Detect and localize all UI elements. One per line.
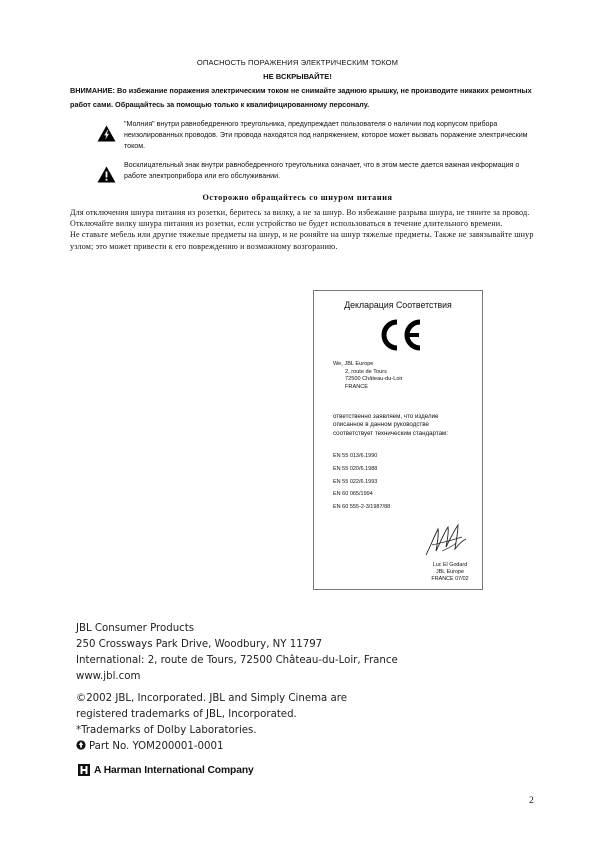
company-line: International: 2, route de Tours, 72500 Château-du-Loir, France <box>76 655 398 666</box>
danger-title: ОПАСНОСТЬ ПОРАЖЕНИЯ ЭЛЕКТРИЧЕСКИМ ТОКОМ <box>196 58 399 67</box>
signer-company: JBL Europe <box>436 569 464 576</box>
standard-item: EN 55 013/6.1990 <box>333 453 378 459</box>
page-number: 2 <box>529 796 534 806</box>
signer-name: Luc El Godard <box>432 562 468 568</box>
trademark-line: *Trademarks of Dolby Laboratories. <box>76 725 257 736</box>
do-not-open-heading: НЕ ВСКРЫВАЙТЕ! <box>263 72 332 81</box>
signer-date: FRANCE 07/02 <box>431 576 469 583</box>
company-website: www.jbl.com <box>76 671 141 682</box>
address-line: FRANCE <box>345 383 368 390</box>
warning-text: ВНИМАНИЕ: Во избежание поражения электрическим током не снимайте заднюю крышку, не производите никаких ремонтных работ сами. Обращайтесь за помощью только к квалифицированному персоналу. <box>70 86 532 109</box>
power-cord-instructions <box>70 207 540 252</box>
power-cord-paragraph: Для отключения шнура питания из розетки, беритесь за вилку, а не за шнур. Во избежание разрыва шнура, не тяните за провод. <box>70 208 530 217</box>
exclamation-symbol-explanation: Восклицательный знак внутри равнобедренного треугольника означает, что в этом месте дается важная информация о работе электроприбора или его обслуживании. <box>124 161 520 180</box>
signature-image <box>422 521 472 561</box>
signer-info <box>419 562 481 584</box>
standard-item: EN 55 020/6.1988 <box>333 465 378 472</box>
part-number-line <box>76 739 347 755</box>
lightning-symbol-explanation: "Молния" внутри равнобедренного треугольника, предупреждает пользователя о наличии под корпусом прибора неизолированных проводов. Эти провода находятся под напряжением, которое может вызвать поражение электрическим током. <box>124 120 528 150</box>
address-line: 72500 Château-du-Loir <box>345 376 403 383</box>
recycle-icon <box>76 740 86 750</box>
declaration-statement <box>333 413 448 438</box>
exclamation-warning-icon <box>97 166 116 183</box>
declaration-company: We, JBL Europe <box>333 361 374 367</box>
declaration-address <box>333 361 403 391</box>
statement-line: соответствует техническим стандартам: <box>333 429 449 437</box>
power-cord-heading: Осторожно обращайтесь со шнуром питания <box>202 193 393 202</box>
copyright-line: registered trademarks of JBL, Incorporated. <box>76 709 297 720</box>
company-line: JBL Consumer Products <box>76 623 195 634</box>
standards-list <box>333 450 390 514</box>
ce-mark-icon <box>377 318 423 352</box>
harman-logo-icon <box>78 764 90 776</box>
power-cord-paragraph: Отключайте вилку шнура питания из розетки, если устройство не будет использоваться в течение длительного времени. <box>70 219 503 229</box>
declaration-title: Декларация Соответствия <box>344 300 452 310</box>
statement-line: описанное в данном руководстве <box>333 421 429 429</box>
standard-item: EN 60 555-2-3/1987/88 <box>333 504 391 511</box>
company-line: 250 Crossways Park Drive, Woodbury, NY 11797 <box>76 639 323 650</box>
declaration-of-conformity <box>313 290 483 590</box>
part-number: Part No. YOM200001-0001 <box>89 741 224 752</box>
address-line: 2, route de Tours <box>345 368 387 375</box>
lightning-warning-icon <box>97 125 116 142</box>
copyright-line: ©2002 JBL, Incorporated. JBL and Simply Cinema are <box>76 693 347 704</box>
power-cord-paragraph: Не ставьте мебель или другие тяжелые предметы на шнур, и не роняйте на шнур тяжелые предметы. Также не завязывайте шнур узлом; это может привести к его повреждению и возможному возгоранию. <box>70 230 534 251</box>
copyright-info <box>76 691 347 755</box>
standard-item: EN 55 022/6.1993 <box>333 478 378 485</box>
standard-item: EN 60 065/1994 <box>333 491 373 498</box>
statement-line: ответственно заявляем, что изделие <box>333 413 439 420</box>
harman-footer <box>78 764 254 776</box>
harman-tagline: A Harman International Company <box>94 764 254 776</box>
company-info <box>76 621 398 685</box>
